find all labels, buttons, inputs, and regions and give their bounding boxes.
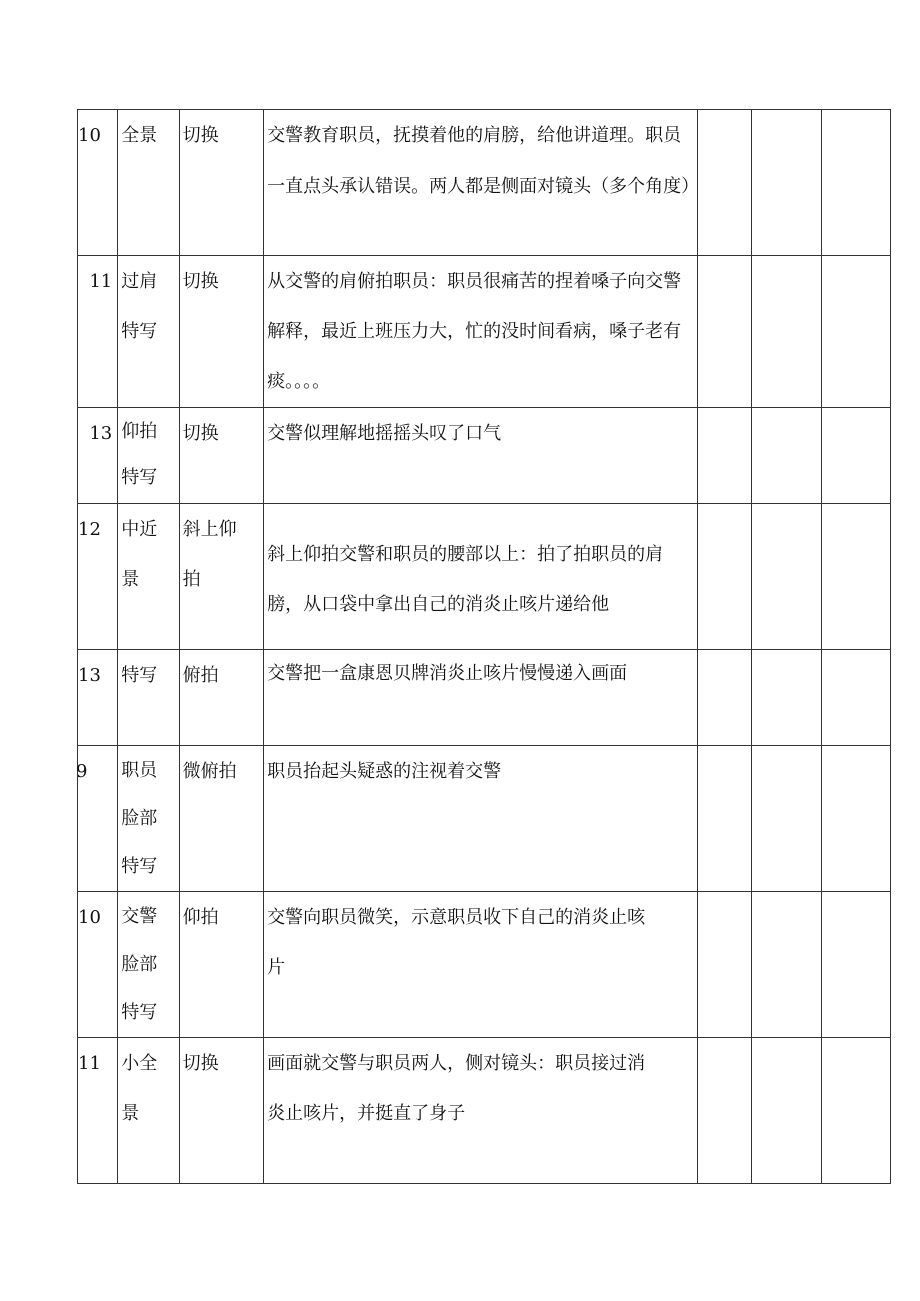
shot-type: 过肩特写 bbox=[121, 271, 158, 342]
shot-number: 11 bbox=[89, 271, 113, 292]
shot-number-cell bbox=[78, 110, 118, 256]
shot-number-cell bbox=[78, 256, 118, 408]
shot-number-cell bbox=[78, 504, 118, 650]
camera-move: 切换 bbox=[182, 271, 219, 292]
description-cell bbox=[264, 892, 698, 1038]
empty-cell bbox=[821, 408, 890, 504]
camera-move: 切换 bbox=[182, 1053, 219, 1074]
shot-type-cell bbox=[118, 1038, 179, 1184]
empty-cell bbox=[752, 892, 821, 1038]
empty-cell bbox=[821, 746, 890, 892]
table-row bbox=[78, 746, 891, 892]
shot-number: 13 bbox=[89, 423, 113, 444]
shot-type-cell bbox=[118, 256, 179, 408]
camera-cell bbox=[179, 650, 264, 746]
empty-cell bbox=[752, 1038, 821, 1184]
camera-move: 仰拍 bbox=[182, 907, 219, 928]
shot-type: 小全景 bbox=[121, 1053, 158, 1124]
storyboard-table bbox=[77, 109, 891, 1184]
description-cell bbox=[264, 408, 698, 504]
empty-cell bbox=[821, 650, 890, 746]
shot-description: 职员抬起头疑惑的注视着交警 bbox=[267, 761, 502, 782]
shot-number: 9 bbox=[76, 761, 88, 782]
description-cell bbox=[264, 746, 698, 892]
shot-description: 交警似理解地摇摇头叹了口气 bbox=[267, 423, 502, 444]
camera-cell bbox=[179, 746, 264, 892]
shot-number-cell bbox=[78, 892, 118, 1038]
empty-cell bbox=[697, 110, 751, 256]
description-cell bbox=[264, 650, 698, 746]
shot-number-cell bbox=[78, 650, 118, 746]
table-row bbox=[78, 892, 891, 1038]
empty-cell bbox=[697, 408, 751, 504]
empty-cell bbox=[821, 892, 890, 1038]
shot-number-cell bbox=[78, 1038, 118, 1184]
camera-move: 切换 bbox=[182, 423, 219, 444]
description-cell bbox=[264, 256, 698, 408]
table-row bbox=[78, 110, 891, 256]
shot-type: 职员脸部特写 bbox=[121, 760, 158, 877]
empty-cell bbox=[697, 746, 751, 892]
empty-cell bbox=[821, 1038, 890, 1184]
shot-number-cell bbox=[78, 408, 118, 504]
camera-move: 切换 bbox=[182, 125, 219, 146]
empty-cell bbox=[697, 650, 751, 746]
description-cell bbox=[264, 504, 698, 650]
shot-type-cell bbox=[118, 110, 179, 256]
shot-description: 交警教育职员，抚摸着他的肩膀，给他讲道理。职员一直点头承认错误。两人都是侧面对镜头（多个角度） bbox=[267, 125, 700, 197]
empty-cell bbox=[697, 256, 751, 408]
camera-cell bbox=[179, 504, 264, 650]
table-row bbox=[78, 504, 891, 650]
camera-cell bbox=[179, 408, 264, 504]
shot-type-cell bbox=[118, 892, 179, 1038]
shot-type-cell bbox=[118, 746, 179, 892]
shot-type: 全景 bbox=[121, 125, 158, 146]
shot-number: 11 bbox=[78, 1053, 101, 1074]
description-cell bbox=[264, 1038, 698, 1184]
camera-move: 斜上仰拍 bbox=[182, 519, 237, 590]
empty-cell bbox=[752, 256, 821, 408]
shot-type: 交警脸部特写 bbox=[121, 906, 158, 1023]
table-row bbox=[78, 408, 891, 504]
camera-cell bbox=[179, 256, 264, 408]
description-cell bbox=[264, 110, 698, 256]
shot-description: 从交警的肩俯拍职员：职员很痛苦的捏着嗓子向交警解释，最近上班压力大，忙的没时间看病，嗓子老有痰。。。。 bbox=[267, 271, 682, 392]
empty-cell bbox=[752, 408, 821, 504]
camera-cell bbox=[179, 1038, 264, 1184]
shot-number-cell bbox=[78, 746, 118, 892]
shot-description: 交警向职员微笑，示意职员收下自己的消炎止咳片 bbox=[267, 907, 646, 978]
table-row bbox=[78, 256, 891, 408]
table-row bbox=[78, 1038, 891, 1184]
empty-cell bbox=[821, 256, 890, 408]
shot-type-cell bbox=[118, 504, 179, 650]
empty-cell bbox=[697, 892, 751, 1038]
camera-cell bbox=[179, 110, 264, 256]
camera-move: 微俯拍 bbox=[182, 761, 237, 782]
empty-cell bbox=[821, 504, 890, 650]
empty-cell bbox=[821, 110, 890, 256]
empty-cell bbox=[752, 110, 821, 256]
empty-cell bbox=[752, 650, 821, 746]
shot-type-cell bbox=[118, 650, 179, 746]
empty-cell bbox=[697, 1038, 751, 1184]
table-row bbox=[78, 650, 891, 746]
empty-cell bbox=[752, 504, 821, 650]
shot-number: 13 bbox=[78, 665, 101, 686]
camera-cell bbox=[179, 892, 264, 1038]
shot-type: 特写 bbox=[121, 665, 158, 686]
shot-description: 交警把一盒康恩贝牌消炎止咳片慢慢递入画面 bbox=[267, 663, 628, 684]
empty-cell bbox=[697, 504, 751, 650]
shot-number: 12 bbox=[78, 519, 101, 540]
empty-cell bbox=[752, 746, 821, 892]
shot-description: 斜上仰拍交警和职员的腰部以上：拍了拍职员的肩膀，从口袋中拿出自己的消炎止咳片递给他 bbox=[267, 544, 664, 615]
shot-type: 中近景 bbox=[121, 519, 158, 590]
camera-move: 俯拍 bbox=[182, 665, 219, 686]
shot-description: 画面就交警与职员两人，侧对镜头：职员接过消炎止咳片，并挺直了身子 bbox=[267, 1053, 646, 1124]
shot-number: 10 bbox=[78, 907, 101, 928]
shot-type-cell bbox=[118, 408, 179, 504]
shot-number: 10 bbox=[78, 125, 101, 146]
shot-type: 仰拍特写 bbox=[121, 421, 158, 488]
